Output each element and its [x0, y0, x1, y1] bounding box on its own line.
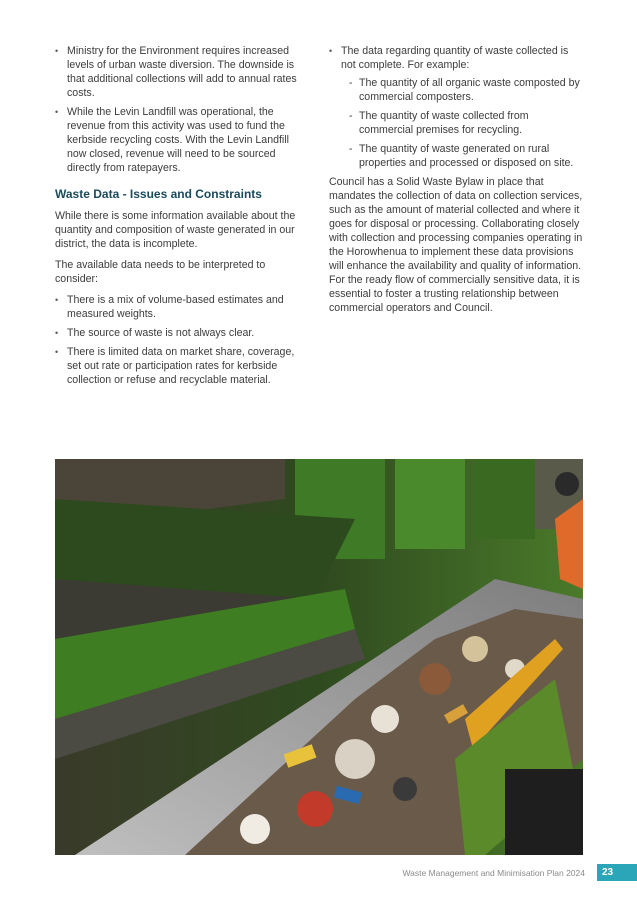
bullet-text: The data regarding quantity of waste collected is not complete. For example: — [341, 45, 569, 71]
paragraph: Council has a Solid Waste Bylaw in place that mandates the collection of data on collection services, such as the amount of material collected and where it goes for disposal or processing. Collaborating closely with collection and processing companies operating in the Horowhenua to implement these data provisions will enhance the availability and quality of information. For the ready flow of commercially sensitive data, it is essential to foster a trusting relationship between commercial operators and Council. — [329, 176, 583, 314]
paragraph: While there is some information available about the quantity and composition of waste generated in our district, the data is incomplete. — [55, 210, 296, 250]
section-heading: Waste Data - Issues and Constraints — [55, 187, 262, 201]
list-item: • Ministry for the Environment requires increased levels of urban waste diversion. The downside is that additional collections will add to annual rates costs. — [55, 44, 309, 100]
consider-bullet-list — [55, 293, 309, 387]
list-item: • There is a mix of volume-based estimates and measured weights. — [55, 293, 309, 321]
left-column — [55, 44, 309, 392]
example-sub-list — [341, 76, 583, 170]
intro-bullet-list — [55, 44, 309, 175]
list-item: • While the Levin Landfill was operational, the revenue from this activity was used to fund the kerbside recycling costs. With the Levin Landfill now closed, revenue will need to be sourced directly from ratepayers. — [55, 105, 309, 175]
paragraph: The available data needs to be interpreted to consider: — [55, 259, 266, 285]
right-column — [329, 44, 583, 322]
list-item: • The source of waste is not always clear. — [55, 326, 309, 340]
data-bullet-list — [329, 44, 583, 170]
document-title: Waste Management and Minimisation Plan 2024 — [402, 868, 585, 878]
list-item — [329, 44, 583, 170]
sub-list-item: - The quantity of all organic waste composted by commercial composters. — [341, 76, 583, 104]
page-number-badge: 23 — [597, 864, 637, 881]
list-item: • There is limited data on market share, coverage, set out rate or participation rates for kerbside collection or refuse and recyclable material. — [55, 345, 309, 387]
recycling-conveyor-photo — [55, 459, 583, 855]
sub-list-item: - The quantity of waste collected from commercial premises for recycling. — [341, 109, 583, 137]
sub-list-item: - The quantity of waste generated on rural properties and processed or disposed on site. — [341, 142, 583, 170]
